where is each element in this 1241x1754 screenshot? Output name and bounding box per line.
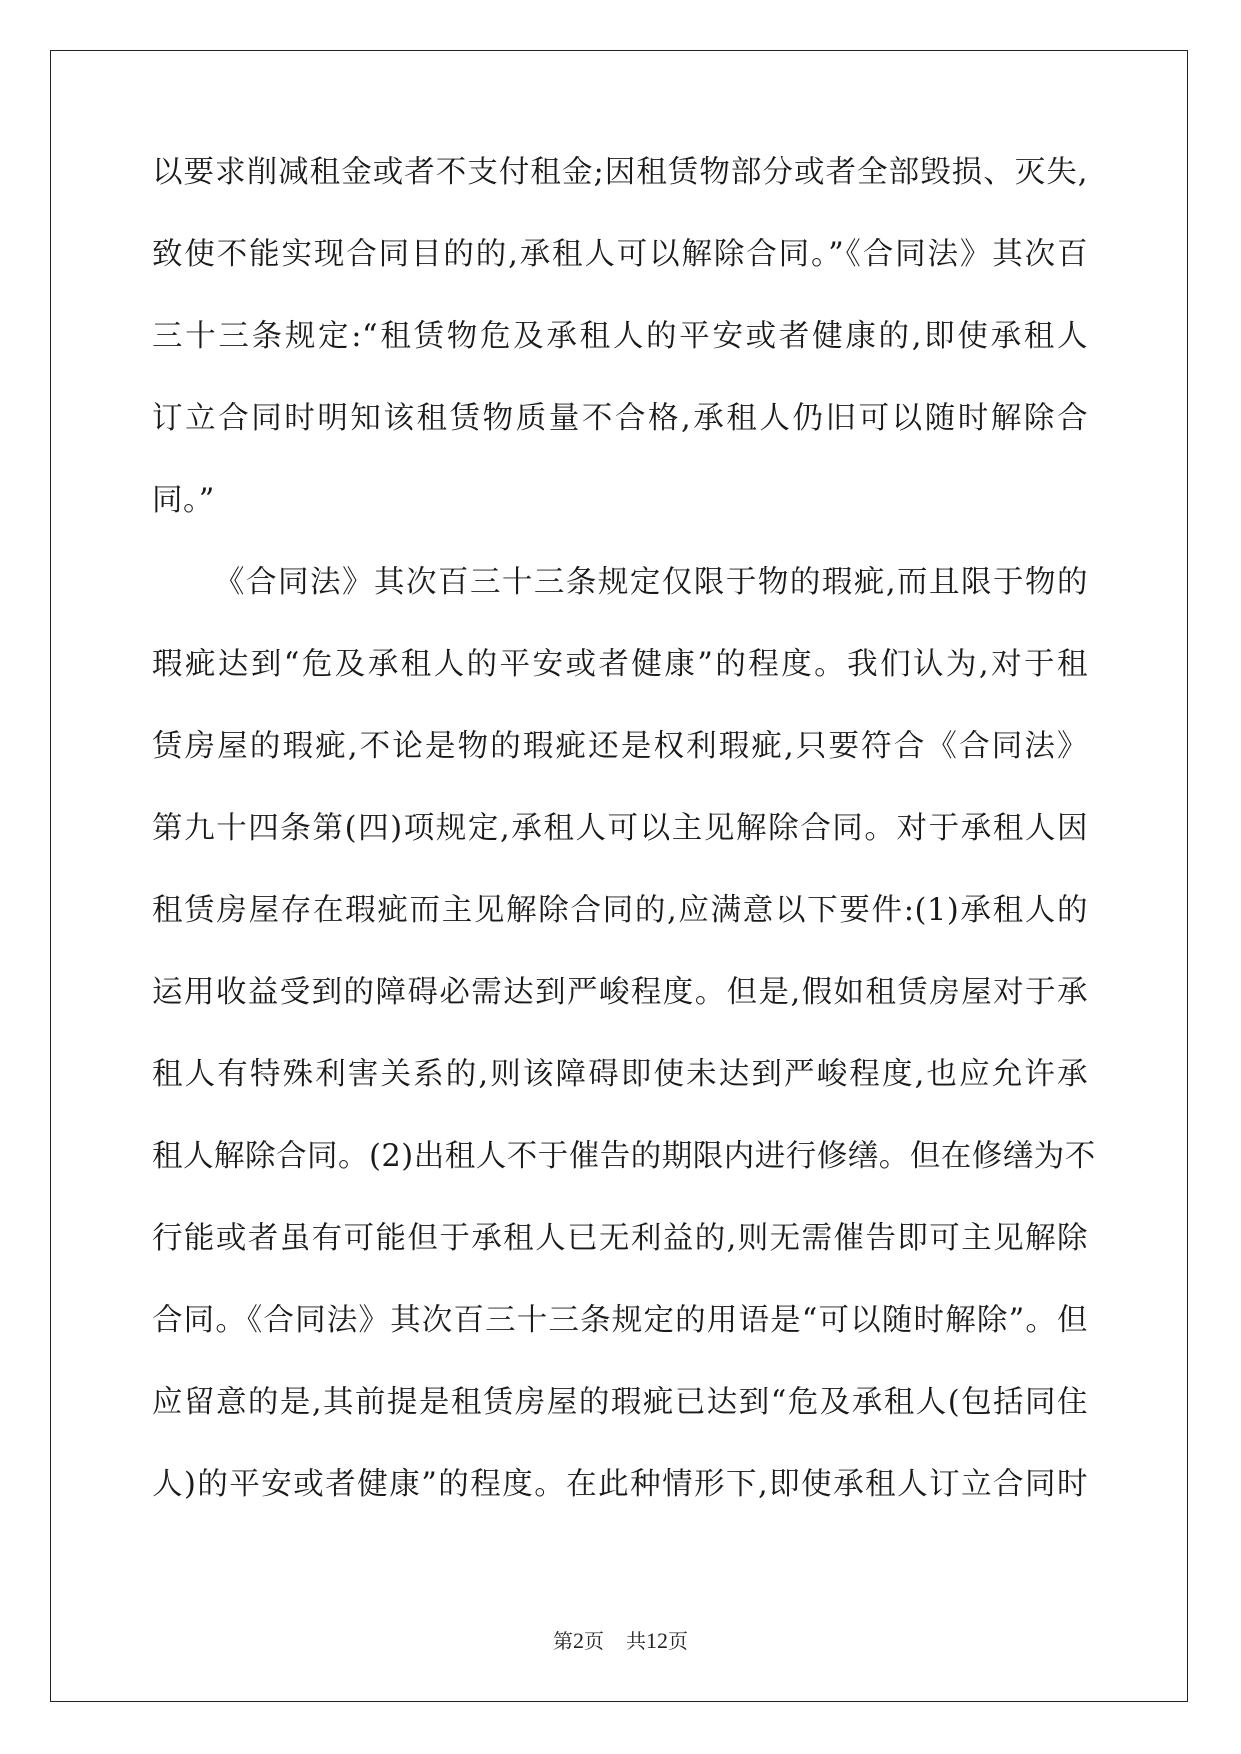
total-suffix: 页 [668, 1629, 688, 1653]
page-suffix: 页 [584, 1629, 604, 1653]
text-line: 合同。《合同法》其次百三十三条规定的用语是“可以随时解除”。但 [152, 1303, 1088, 1338]
text-line: 致使不能实现合同目的的,承租人可以解除合同。”《合同法》其次百 [152, 237, 1088, 272]
total-prefix: 共 [626, 1629, 646, 1653]
paragraph-1 [152, 132, 1088, 542]
text-line: 行能或者虽有可能但于承租人已无利益的,则无需催告即可主见解除 [152, 1221, 1088, 1256]
text-line: 《合同法》其次百三十三条规定仅限于物的瑕疵,而且限于物的 [214, 565, 1088, 600]
page-footer [0, 1625, 1241, 1654]
text-line: 运用收益受到的障碍必需达到严峻程度。但是,假如租赁房屋对于承 [152, 975, 1088, 1010]
text-line: 租人解除合同。(2)出租人不于催告的期限内进行修缮。但在修缮为不 [152, 1139, 1096, 1174]
text-line: 租赁房屋存在瑕疵而主见解除合同的,应满意以下要件:(1)承租人的 [152, 893, 1088, 928]
text-line: 瑕疵达到“危及承租人的平安或者健康”的程度。我们认为,对于租 [152, 647, 1088, 682]
paragraph-2 [152, 542, 1096, 1526]
text-line: 应留意的是,其前提是租赁房屋的瑕疵已达到“危及承租人(包括同住 [152, 1385, 1088, 1420]
text-line: 以要求削减租金或者不支付租金;因租赁物部分或者全部毁损、灭失, [152, 155, 1088, 190]
text-line: 第九十四条第(四)项规定,承租人可以主见解除合同。对于承租人因 [152, 811, 1088, 846]
page-prefix: 第 [553, 1629, 573, 1653]
total-page-number: 12 [646, 1628, 668, 1653]
text-line: 三十三条规定:“租赁物危及承租人的平安或者健康的,即使承租人 [152, 319, 1088, 354]
text-line: 订立合同时明知该租赁物质量不合格,承租人仍旧可以随时解除合 [152, 401, 1088, 436]
document-body [152, 132, 1096, 1526]
text-line: 租人有特殊利害关系的,则该障碍即使未达到严峻程度,也应允许承 [152, 1057, 1088, 1092]
current-page-number: 2 [573, 1628, 584, 1653]
text-line: 人)的平安或者健康”的程度。在此种情形下,即使承租人订立合同时 [152, 1467, 1088, 1502]
text-line: 同。” [152, 483, 215, 518]
text-line: 赁房屋的瑕疵,不论是物的瑕疵还是权利瑕疵,只要符合《合同法》 [152, 729, 1088, 764]
